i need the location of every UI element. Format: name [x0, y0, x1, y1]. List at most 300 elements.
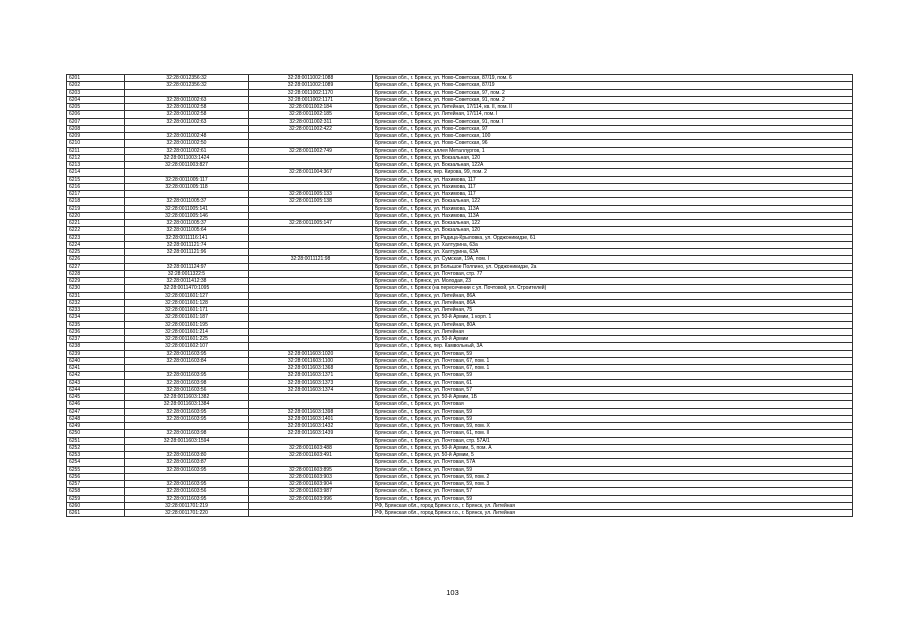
row-number-cell: 6217 — [67, 191, 125, 198]
land-cadastral-cell: 32:28:0011603:56 — [125, 386, 249, 393]
object-cadastral-cell: 32:28:0011603:987 — [249, 488, 373, 495]
land-cadastral-cell: 32:28:0011603:95 — [125, 372, 249, 379]
table-row — [67, 263, 853, 270]
table-row — [67, 249, 853, 256]
address-cell: Брянская обл., г. Брянск, ул. Ново-Советская, 91, пом. 2 — [373, 96, 853, 103]
land-cadastral-cell — [125, 191, 249, 198]
table-row — [67, 365, 853, 372]
land-cadastral-cell: 32:28:0011603:1384 — [125, 401, 249, 408]
row-number-cell: 6238 — [67, 343, 125, 350]
address-cell: РФ, Брянская обл., город Брянск г.о., г. Брянск, ул. Литейная — [373, 510, 853, 517]
land-cadastral-cell: 32:28:0011003:827 — [125, 162, 249, 169]
row-number-cell: 6234 — [67, 314, 125, 321]
object-cadastral-cell: 32:28:0011603:1401 — [249, 415, 373, 422]
row-number-cell: 6201 — [67, 75, 125, 82]
land-cadastral-cell — [125, 256, 249, 263]
row-number-cell: 6215 — [67, 176, 125, 183]
table-row — [67, 147, 853, 154]
land-cadastral-cell: 32:28:0011116:141 — [125, 234, 249, 241]
row-number-cell: 6211 — [67, 147, 125, 154]
table-row — [67, 140, 853, 147]
land-cadastral-cell: 32:28:0011603:98 — [125, 379, 249, 386]
object-cadastral-cell — [249, 394, 373, 401]
address-cell: Брянская обл., г. Брянск, ул. Почтовая, 59 — [373, 495, 853, 502]
land-cadastral-cell: 32:28:0011002:50 — [125, 140, 249, 147]
object-cadastral-cell: 32:28:0011603:1368 — [249, 365, 373, 372]
table-row — [67, 125, 853, 132]
land-cadastral-cell: 32:28:0011003:1424 — [125, 154, 249, 161]
address-cell: Брянская обл., г. Брянск, ул. Ново-Советская, 100 — [373, 133, 853, 140]
table-row — [67, 328, 853, 335]
land-cadastral-cell — [125, 169, 249, 176]
object-cadastral-cell: 32:28:0011603:1371 — [249, 372, 373, 379]
row-number-cell: 6212 — [67, 154, 125, 161]
table-row — [67, 343, 853, 350]
land-cadastral-cell: 32:28:0011603:84 — [125, 357, 249, 364]
land-cadastral-cell: 32:28:0011603:95 — [125, 481, 249, 488]
object-cadastral-cell — [249, 176, 373, 183]
object-cadastral-cell: 32:28:0011603:1374 — [249, 386, 373, 393]
object-cadastral-cell — [249, 140, 373, 147]
address-cell: Брянская обл., г. Брянск, ул. Литейная, 17/114, пом. I — [373, 111, 853, 118]
row-number-cell: 6227 — [67, 263, 125, 270]
row-number-cell: 6257 — [67, 481, 125, 488]
address-cell: Брянская обл., г. Брянск, аллея Металлургов, 1 — [373, 147, 853, 154]
object-cadastral-cell: 32:28:0011002:185 — [249, 111, 373, 118]
row-number-cell: 6236 — [67, 328, 125, 335]
object-cadastral-cell — [249, 227, 373, 234]
address-cell: Брянская обл., г. Брянск, ул. Сумская, 19А, пом. I — [373, 256, 853, 263]
row-number-cell: 6258 — [67, 488, 125, 495]
address-cell: Брянская обл., г. Брянск, ул. Литейная — [373, 328, 853, 335]
object-cadastral-cell: 32:28:0011002:1170 — [249, 89, 373, 96]
row-number-cell: 6203 — [67, 89, 125, 96]
address-cell: Брянская обл., г. Брянск, ул. Литейная, 80А — [373, 321, 853, 328]
row-number-cell: 6225 — [67, 249, 125, 256]
object-cadastral-cell — [249, 292, 373, 299]
land-cadastral-cell: 32:28:0011603:56 — [125, 488, 249, 495]
row-number-cell: 6205 — [67, 104, 125, 111]
land-cadastral-cell: 32:28:0011601:187 — [125, 314, 249, 321]
table-row — [67, 292, 853, 299]
row-number-cell: 6230 — [67, 285, 125, 292]
row-number-cell: 6210 — [67, 140, 125, 147]
land-cadastral-cell: 32:28:0011603:95 — [125, 408, 249, 415]
address-cell: Брянская обл., г. Брянск, ул. Халтурина, 63а — [373, 241, 853, 248]
land-cadastral-cell: 32:28:0011601:214 — [125, 328, 249, 335]
object-cadastral-cell — [249, 278, 373, 285]
land-cadastral-cell — [125, 473, 249, 480]
table-row — [67, 437, 853, 444]
table-row — [67, 118, 853, 125]
land-cadastral-cell: 32:28:0011124:97 — [125, 263, 249, 270]
row-number-cell: 6251 — [67, 437, 125, 444]
row-number-cell: 6209 — [67, 133, 125, 140]
object-cadastral-cell — [249, 328, 373, 335]
row-number-cell: 6216 — [67, 183, 125, 190]
table-row — [67, 162, 853, 169]
address-cell: Брянская обл., г. Брянск, ул. Почтовая, 59, пом. X — [373, 423, 853, 430]
object-cadastral-cell: 32:28:0011603:1398 — [249, 408, 373, 415]
object-cadastral-cell: 32:28:0011603:1100 — [249, 357, 373, 364]
address-cell: Брянская обл., г. Брянск, ул. Вокзальная, 122 — [373, 220, 853, 227]
land-cadastral-cell — [125, 125, 249, 132]
row-number-cell: 6223 — [67, 234, 125, 241]
address-cell: Брянская обл., г. Брянск, ул. Почтовая, 67, пом. 1 — [373, 357, 853, 364]
row-number-cell: 6242 — [67, 372, 125, 379]
table-row — [67, 183, 853, 190]
object-cadastral-cell — [249, 437, 373, 444]
row-number-cell: 6208 — [67, 125, 125, 132]
land-cadastral-cell: 32:28:0011601:171 — [125, 307, 249, 314]
row-number-cell: 6224 — [67, 241, 125, 248]
address-cell: Брянская обл., г. Брянск, ул. Почтовая — [373, 401, 853, 408]
row-number-cell: 6229 — [67, 278, 125, 285]
row-number-cell: 6220 — [67, 212, 125, 219]
row-number-cell: 6235 — [67, 321, 125, 328]
address-cell: Брянская обл., г. Брянск, ул. Нахимова, 117 — [373, 183, 853, 190]
row-number-cell: 6253 — [67, 452, 125, 459]
table-row — [67, 321, 853, 328]
table-row — [67, 336, 853, 343]
address-cell: Брянская обл., г. Брянск, ул. 50-й Армии, 1Б — [373, 394, 853, 401]
address-cell: Брянская обл., г. Брянск, ул. Почтовая, 57 — [373, 386, 853, 393]
table-row — [67, 241, 853, 248]
table-row — [67, 234, 853, 241]
object-cadastral-cell: 32:28:0011603:996 — [249, 495, 373, 502]
address-cell: Брянская обл., г. Брянск, рп Большое Полпино, ул. Орджоникидзе, 2а — [373, 263, 853, 270]
table-row — [67, 372, 853, 379]
land-cadastral-cell: 32:28:0011002:58 — [125, 111, 249, 118]
address-cell: Брянская обл., г. Брянск, ул. 50-й Армии, 1 корп. 1 — [373, 314, 853, 321]
address-cell: Брянская обл., г. Брянск, ул. Почтовая, 67, пом. 1 — [373, 365, 853, 372]
address-cell: Брянская обл., г. Брянск, ул. Почтовая, 59, пом. 2 — [373, 473, 853, 480]
object-cadastral-cell — [249, 510, 373, 517]
object-cadastral-cell — [249, 307, 373, 314]
land-cadastral-cell: 32:28:0011005:146 — [125, 212, 249, 219]
object-cadastral-cell: 32:28:0011005:147 — [249, 220, 373, 227]
table-row — [67, 89, 853, 96]
land-cadastral-cell: 32:28:0011470:1095 — [125, 285, 249, 292]
object-cadastral-cell: 32:28:0011603:1439 — [249, 430, 373, 437]
land-cadastral-cell: 32:28:0011002:48 — [125, 133, 249, 140]
object-cadastral-cell — [249, 162, 373, 169]
land-cadastral-cell: 32:28:0011603:1594 — [125, 437, 249, 444]
row-number-cell: 6252 — [67, 444, 125, 451]
object-cadastral-cell: 32:28:0011002:422 — [249, 125, 373, 132]
row-number-cell: 6231 — [67, 292, 125, 299]
land-cadastral-cell: 32:28:0011322:5 — [125, 270, 249, 277]
row-number-cell: 6250 — [67, 430, 125, 437]
row-number-cell: 6214 — [67, 169, 125, 176]
table-row — [67, 314, 853, 321]
table-row — [67, 278, 853, 285]
row-number-cell: 6219 — [67, 205, 125, 212]
object-cadastral-cell: 32:28:0011603:1432 — [249, 423, 373, 430]
table-row — [67, 212, 853, 219]
row-number-cell: 6245 — [67, 394, 125, 401]
address-cell: Брянская обл., г. Брянск, рп Радица-Крыловка, ул. Орджоникидзе, 61 — [373, 234, 853, 241]
table-row — [67, 357, 853, 364]
address-cell: Брянская обл., г. Брянск, ул. Почтовая, стр. 57А/1 — [373, 437, 853, 444]
registry-body — [67, 75, 853, 517]
object-cadastral-cell: 32:28:0011005:138 — [249, 198, 373, 205]
row-number-cell: 6206 — [67, 111, 125, 118]
row-number-cell: 6246 — [67, 401, 125, 408]
address-cell: Брянская обл., г. Брянск, ул. Литейная, 86А — [373, 299, 853, 306]
address-cell: Брянская обл., г. Брянск, ул. Нахимова, 113А — [373, 212, 853, 219]
table-row — [67, 75, 853, 82]
row-number-cell: 6248 — [67, 415, 125, 422]
address-cell: Брянская обл., г. Брянск, ул. Нахимова, 113А — [373, 205, 853, 212]
land-cadastral-cell — [125, 423, 249, 430]
address-cell: Брянская обл., г. Брянск, ул. Литейная, 17/114, кв. II, пом. II — [373, 104, 853, 111]
address-cell: Брянская обл., г. Брянск, ул. Нахимова, 117 — [373, 176, 853, 183]
address-cell: Брянская обл., г. Брянск, ул. 50-й Армии — [373, 336, 853, 343]
table-row — [67, 350, 853, 357]
land-cadastral-cell: 32:28:0011701:219 — [125, 502, 249, 509]
page-number: 103 — [446, 588, 459, 597]
object-cadastral-cell: 32:28:0011603:895 — [249, 466, 373, 473]
address-cell: Брянская обл., г. Брянск, ул. Почтовая, стр. 77 — [373, 270, 853, 277]
land-cadastral-cell: 32:28:0011005:118 — [125, 183, 249, 190]
address-cell: Брянская обл., г. Брянск, ул. Молодая, 23 — [373, 278, 853, 285]
address-cell: Брянская обл., г. Брянск, ул. Ново-Советская, 96 — [373, 140, 853, 147]
object-cadastral-cell: 32:28:0011002:1089 — [249, 82, 373, 89]
row-number-cell: 6254 — [67, 459, 125, 466]
object-cadastral-cell — [249, 234, 373, 241]
address-cell: Брянская обл., г. Брянск, ул. Почтовая, 59 — [373, 408, 853, 415]
row-number-cell: 6249 — [67, 423, 125, 430]
address-cell: Брянская обл., г. Брянск, ул. Почтовая, 61 — [373, 379, 853, 386]
row-number-cell: 6243 — [67, 379, 125, 386]
land-cadastral-cell: 32:28:0011412:38 — [125, 278, 249, 285]
object-cadastral-cell — [249, 343, 373, 350]
land-cadastral-cell — [125, 365, 249, 372]
address-cell: Брянская обл., г. Брянск, ул. Ново-Советская, 97, пом. 2 — [373, 89, 853, 96]
row-number-cell: 6260 — [67, 502, 125, 509]
address-cell: Брянская обл., г. Брянск, ул. Почтовая, 61, пом. II — [373, 430, 853, 437]
row-number-cell: 6207 — [67, 118, 125, 125]
object-cadastral-cell — [249, 285, 373, 292]
land-cadastral-cell: 32:28:0011005:37 — [125, 198, 249, 205]
row-number-cell: 6247 — [67, 408, 125, 415]
table-row — [67, 481, 853, 488]
table-row — [67, 415, 853, 422]
table-row — [67, 176, 853, 183]
address-cell: Брянская обл., г. Брянск, ул. 50-й Армии, 5 — [373, 452, 853, 459]
row-number-cell: 6255 — [67, 466, 125, 473]
land-cadastral-cell: 32:28:0011603:95 — [125, 350, 249, 357]
land-cadastral-cell: 32:28:0011603:87 — [125, 459, 249, 466]
table-row — [67, 154, 853, 161]
object-cadastral-cell: 32:28:0011002:311 — [249, 118, 373, 125]
table-row — [67, 473, 853, 480]
address-cell: Брянская обл., г. Брянск, ул. Ново-Советская, 91, пом. I — [373, 118, 853, 125]
table-row — [67, 401, 853, 408]
table-row — [67, 169, 853, 176]
object-cadastral-cell — [249, 502, 373, 509]
address-cell: Брянская обл., г. Брянск, ул. 50-й Армии, 5, пом. А — [373, 444, 853, 451]
address-cell: Брянская обл., г. Брянск (на пересечении с ул. Почтовой, ул. Строителей) — [373, 285, 853, 292]
object-cadastral-cell — [249, 321, 373, 328]
land-cadastral-cell — [125, 444, 249, 451]
row-number-cell: 6240 — [67, 357, 125, 364]
table-row — [67, 198, 853, 205]
object-cadastral-cell: 32:28:0011603:488 — [249, 444, 373, 451]
row-number-cell: 6222 — [67, 227, 125, 234]
land-cadastral-cell: 32:28:0011005:64 — [125, 227, 249, 234]
table-row — [67, 133, 853, 140]
land-cadastral-cell: 32:28:0011121:74 — [125, 241, 249, 248]
object-cadastral-cell — [249, 401, 373, 408]
object-cadastral-cell — [249, 336, 373, 343]
object-cadastral-cell — [249, 263, 373, 270]
land-cadastral-cell: 32:28:0011601:127 — [125, 292, 249, 299]
object-cadastral-cell: 32:28:0011004:367 — [249, 169, 373, 176]
row-number-cell: 6232 — [67, 299, 125, 306]
address-cell: Брянская обл., г. Брянск, ул. Нахимова, 117 — [373, 191, 853, 198]
row-number-cell: 6202 — [67, 82, 125, 89]
land-cadastral-cell: 32:28:0012356:32 — [125, 75, 249, 82]
object-cadastral-cell: 32:28:0011603:1020 — [249, 350, 373, 357]
table-row — [67, 430, 853, 437]
table-row — [67, 285, 853, 292]
row-number-cell: 6221 — [67, 220, 125, 227]
address-cell: Брянская обл., г. Брянск, ул. Почтовая, 59 — [373, 466, 853, 473]
address-cell: Брянская обл., г. Брянск, ул. Вокзальная, 120 — [373, 227, 853, 234]
land-cadastral-cell: 32:28:0012356:32 — [125, 82, 249, 89]
land-cadastral-cell: 32:28:0011002:63 — [125, 118, 249, 125]
row-number-cell: 6228 — [67, 270, 125, 277]
table-row — [67, 270, 853, 277]
address-cell: Брянская обл., г. Брянск, ул. Вокзальная, 122 — [373, 198, 853, 205]
object-cadastral-cell — [249, 154, 373, 161]
land-cadastral-cell: 32:28:0011005:117 — [125, 176, 249, 183]
row-number-cell: 6237 — [67, 336, 125, 343]
table-row — [67, 510, 853, 517]
table-row — [67, 466, 853, 473]
land-cadastral-cell: 32:28:0011002:63 — [125, 96, 249, 103]
land-cadastral-cell: 32:28:0011603:95 — [125, 415, 249, 422]
land-cadastral-cell: 32:28:0011601:128 — [125, 299, 249, 306]
land-cadastral-cell: 32:28:0011603:1382 — [125, 394, 249, 401]
land-cadastral-cell: 32:28:0011701:220 — [125, 510, 249, 517]
land-cadastral-cell: 32:28:0011601:225 — [125, 336, 249, 343]
address-cell: Брянская обл., г. Брянск, ул. Почтовая, 59, пом. 3 — [373, 481, 853, 488]
address-cell: Брянская обл., г. Брянск, ул. Вокзальная, 122А — [373, 162, 853, 169]
row-number-cell: 6204 — [67, 96, 125, 103]
table-row — [67, 386, 853, 393]
table-row — [67, 408, 853, 415]
address-cell: Брянская обл., г. Брянск, ул. Почтовая, 59 — [373, 372, 853, 379]
table-row — [67, 111, 853, 118]
land-cadastral-cell: 32:28:0011005:141 — [125, 205, 249, 212]
table-row — [67, 205, 853, 212]
object-cadastral-cell: 32:28:0011002:184 — [249, 104, 373, 111]
table-row — [67, 379, 853, 386]
table-row — [67, 256, 853, 263]
address-cell: Брянская обл., г. Брянск, пер. Кирова, 99, пом. 2 — [373, 169, 853, 176]
table-row — [67, 394, 853, 401]
object-cadastral-cell — [249, 241, 373, 248]
table-row — [67, 459, 853, 466]
row-number-cell: 6256 — [67, 473, 125, 480]
table-row — [67, 104, 853, 111]
object-cadastral-cell: 32:28:0011603:903 — [249, 473, 373, 480]
table-row — [67, 495, 853, 502]
address-cell: РФ, Брянская обл., город Брянск г.о., г. Брянск, ул. Литейная — [373, 502, 853, 509]
table-row — [67, 307, 853, 314]
registry-table — [66, 74, 853, 517]
address-cell: Брянская обл., г. Брянск, ул. Ново-Советская, 87/19 — [373, 82, 853, 89]
row-number-cell: 6233 — [67, 307, 125, 314]
row-number-cell: 6239 — [67, 350, 125, 357]
object-cadastral-cell: 32:28:0011002:749 — [249, 147, 373, 154]
row-number-cell: 6226 — [67, 256, 125, 263]
table-row — [67, 96, 853, 103]
table-row — [67, 444, 853, 451]
table-row — [67, 220, 853, 227]
object-cadastral-cell: 32:28:0011002:1171 — [249, 96, 373, 103]
object-cadastral-cell — [249, 133, 373, 140]
address-cell: Брянская обл., г. Брянск, ул. Вокзальная, 120 — [373, 154, 853, 161]
table-row — [67, 502, 853, 509]
address-cell: Брянская обл., г. Брянск, ул. Литейная, 86А — [373, 292, 853, 299]
row-number-cell: 6244 — [67, 386, 125, 393]
object-cadastral-cell — [249, 299, 373, 306]
table-row — [67, 191, 853, 198]
object-cadastral-cell: 32:28:0011002:1088 — [249, 75, 373, 82]
address-cell: Брянская обл., г. Брянск, ул. Халтурина, 63А — [373, 249, 853, 256]
object-cadastral-cell — [249, 212, 373, 219]
land-cadastral-cell: 32:28:0011603:80 — [125, 452, 249, 459]
land-cadastral-cell — [125, 89, 249, 96]
address-cell: Брянская обл., г. Брянск, ул. Ново-Советская, 87/19, пом. 6 — [373, 75, 853, 82]
table-row — [67, 452, 853, 459]
address-cell: Брянская обл., г. Брянск, ул. Почтовая, 57 — [373, 488, 853, 495]
land-cadastral-cell: 32:28:0011603:95 — [125, 495, 249, 502]
land-cadastral-cell: 32:28:0011603:98 — [125, 430, 249, 437]
object-cadastral-cell — [249, 270, 373, 277]
object-cadastral-cell — [249, 249, 373, 256]
object-cadastral-cell: 32:28:0011603:904 — [249, 481, 373, 488]
row-number-cell: 6261 — [67, 510, 125, 517]
address-cell: Брянская обл., г. Брянск, пер. Камвольный, 3А — [373, 343, 853, 350]
address-cell: Брянская обл., г. Брянск, ул. Почтовая, 59 — [373, 350, 853, 357]
land-cadastral-cell: 32:28:0011005:37 — [125, 220, 249, 227]
table-row — [67, 488, 853, 495]
table-row — [67, 423, 853, 430]
address-cell: Брянская обл., г. Брянск, ул. Почтовая, 59 — [373, 415, 853, 422]
address-cell: Брянская обл., г. Брянск, ул. Почтовая, 57А — [373, 459, 853, 466]
land-cadastral-cell: 32:28:0011601:195 — [125, 321, 249, 328]
object-cadastral-cell — [249, 205, 373, 212]
table-row — [67, 227, 853, 234]
object-cadastral-cell — [249, 314, 373, 321]
land-cadastral-cell: 32:28:0011121:96 — [125, 249, 249, 256]
land-cadastral-cell: 32:28:0011603:95 — [125, 466, 249, 473]
object-cadastral-cell — [249, 459, 373, 466]
object-cadastral-cell — [249, 183, 373, 190]
object-cadastral-cell: 32:28:0011005:133 — [249, 191, 373, 198]
object-cadastral-cell: 32:28:0011603:491 — [249, 452, 373, 459]
row-number-cell: 6218 — [67, 198, 125, 205]
address-cell: Брянская обл., г. Брянск, ул. Ново-Советская, 97 — [373, 125, 853, 132]
land-cadastral-cell: 32:28:0011602:107 — [125, 343, 249, 350]
row-number-cell: 6259 — [67, 495, 125, 502]
land-cadastral-cell: 32:28:0011002:61 — [125, 147, 249, 154]
